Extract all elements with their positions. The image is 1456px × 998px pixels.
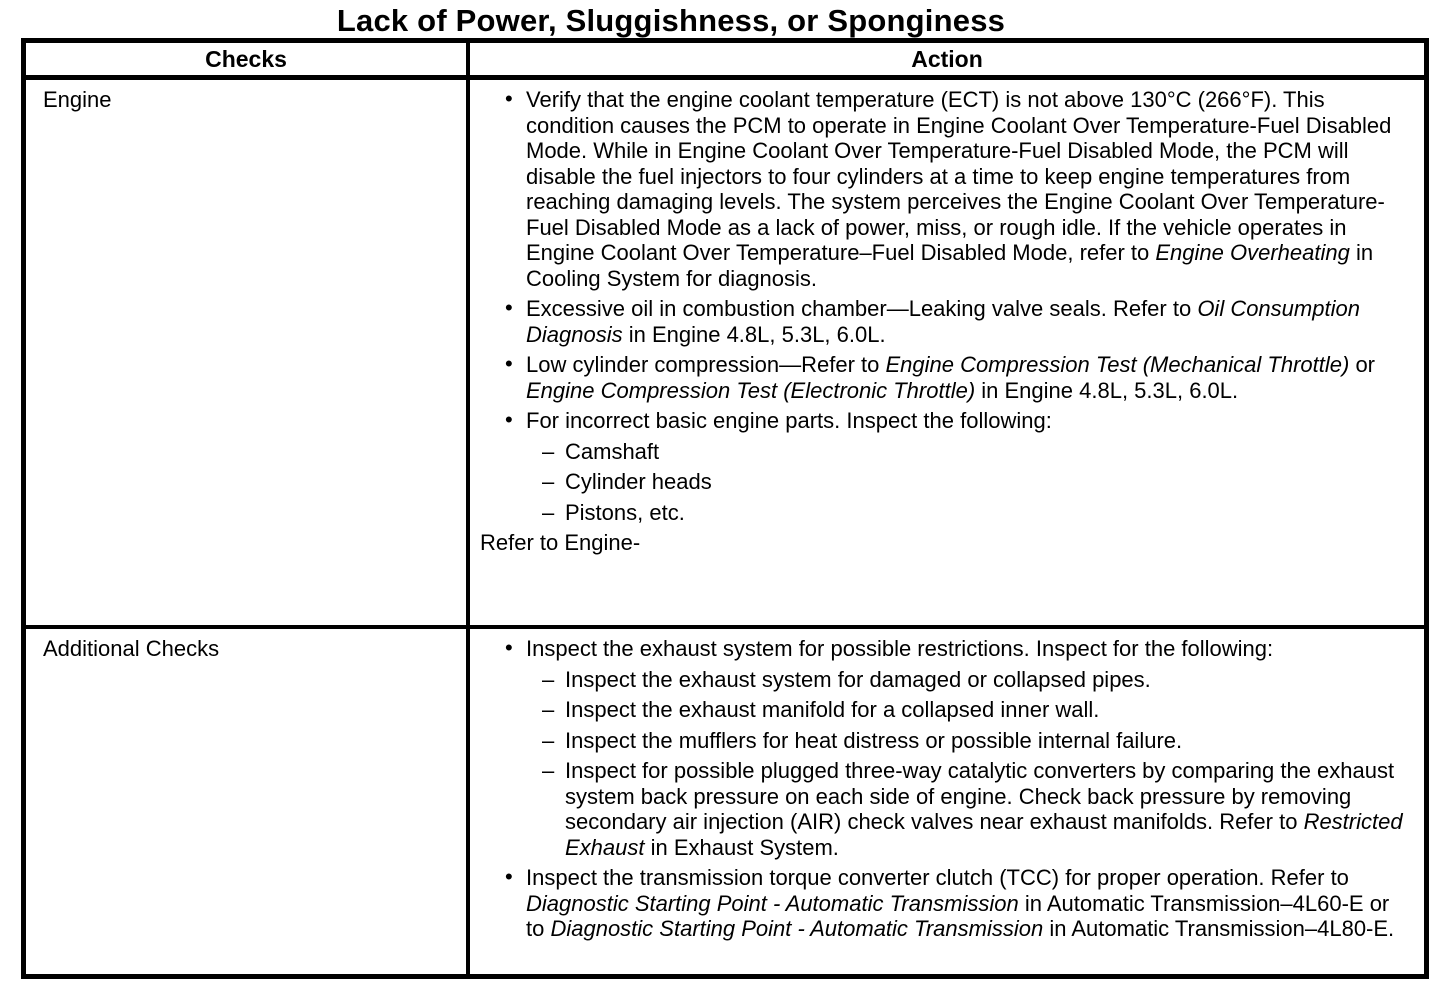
body-text: Inspect for possible plugged three-way catalytic converters by comparing the exhaust system back pressure on each side of engine. Check back pressure by removing secondary air injection (AIR) check valves near exhaust manifolds. Refer to bbox=[565, 758, 1395, 834]
action-subitem bbox=[470, 697, 1408, 723]
action-item bbox=[470, 352, 1408, 403]
italic-reference-text: Oil Consumption Diagnosis bbox=[526, 296, 1360, 347]
body-text: Inspect the transmission torque converter clutch (TCC) for proper operation. Refer to bbox=[526, 865, 1349, 890]
dash-icon: – bbox=[542, 438, 555, 464]
bullet-icon: • bbox=[505, 864, 513, 889]
action-subitem bbox=[470, 728, 1408, 754]
body-text: in Engine 4.8L, 5.3L, 6.0L. bbox=[975, 377, 1239, 403]
bullet-icon: • bbox=[505, 351, 513, 376]
body-text: Inspect the mufflers for heat distress or possible internal failure. bbox=[565, 727, 1183, 753]
body-text: in Exhaust System. bbox=[644, 834, 839, 860]
action-subitem bbox=[470, 500, 1408, 526]
dash-icon: – bbox=[542, 758, 555, 783]
body-text: Inspect the exhaust manifold for a collapsed inner wall. bbox=[565, 697, 1100, 722]
body-text: Inspect the exhaust system for possible restrictions. Inspect for the following: bbox=[526, 636, 1274, 661]
action-item bbox=[470, 87, 1408, 291]
action-cell bbox=[466, 629, 1424, 974]
dash-icon: – bbox=[542, 697, 555, 722]
table-row bbox=[26, 629, 1424, 974]
body-text: or bbox=[1349, 352, 1376, 377]
bullet-icon: • bbox=[505, 86, 513, 111]
action-column-header: Action bbox=[466, 43, 1424, 75]
italic-reference-text: Restricted Exhaust bbox=[565, 809, 1403, 860]
body-text: Excessive oil in combustion chamber—Leaking valve seals. Refer to bbox=[526, 296, 1198, 321]
action-subitem bbox=[470, 439, 1408, 465]
body-text: Pistons, etc. bbox=[565, 499, 685, 525]
bullet-icon: • bbox=[505, 635, 513, 660]
italic-reference-text: Diagnostic Starting Point - Automatic Transmission bbox=[526, 890, 1019, 916]
table-row bbox=[26, 80, 1424, 629]
check-cell: Engine bbox=[43, 87, 112, 112]
action-subitem bbox=[470, 667, 1408, 693]
body-text: in Automatic Transmission–4L80-E. bbox=[1043, 916, 1395, 941]
dash-icon: – bbox=[542, 499, 555, 525]
action-subitem bbox=[470, 758, 1408, 860]
dash-icon: – bbox=[542, 727, 555, 753]
body-text: Low cylinder compression—Refer to bbox=[526, 352, 886, 377]
body-text: in Cooling System for diagnosis. bbox=[526, 240, 1374, 291]
page-title: Lack of Power, Sluggishness, or Sponginess bbox=[336, 3, 1006, 38]
italic-reference-text: Engine Compression Test (Mechanical Throttle) bbox=[885, 352, 1350, 377]
check-cell: Additional Checks bbox=[43, 636, 220, 661]
dash-icon: – bbox=[542, 469, 555, 494]
italic-reference-text: Diagnostic Starting Point - Automatic Transmission bbox=[550, 916, 1044, 941]
body-text: Inspect the exhaust system for damaged or collapsed pipes. bbox=[565, 666, 1151, 692]
body-text: in Engine 4.8L, 5.3L, 6.0L. bbox=[622, 321, 886, 347]
body-text: For incorrect basic engine parts. Inspect the following: bbox=[526, 408, 1052, 433]
dash-icon: – bbox=[542, 666, 555, 692]
body-text: Verify that the engine coolant temperature (ECT) is not above 130°C (266°F). This condition causes the PCM to operate in Engine Coolant Over Temperature-Fuel Disabled Mode. While in Engine Coolant Over Temperature-Fuel Disabled Mode, the PCM will disable the fuel injectors to four cylinders at a time to keep engine temperatures from reaching damaging levels. The system perceives the Engine Coolant Over Temperature-Fuel Disabled Mode as a lack of power, miss, or rough idle. If the vehicle operates in Engine Coolant Over Temperature–Fuel Disabled Mode, refer to bbox=[526, 87, 1392, 265]
bullet-icon: • bbox=[505, 407, 513, 432]
body-text: in Automatic Transmission–4L60-E or to bbox=[526, 890, 1390, 941]
bullet-icon: • bbox=[505, 295, 513, 320]
action-item bbox=[470, 296, 1408, 347]
action-item bbox=[470, 530, 1408, 556]
body-text: Cylinder heads bbox=[565, 469, 712, 494]
checks-column-header: Checks bbox=[205, 45, 287, 72]
action-subitem bbox=[470, 469, 1408, 495]
action-item bbox=[470, 636, 1408, 662]
action-item bbox=[470, 865, 1408, 942]
table-header-row bbox=[26, 43, 1424, 80]
italic-reference-text: Engine Compression Test (Electronic Throttle) bbox=[526, 377, 976, 403]
action-cell bbox=[466, 80, 1424, 625]
diagnostic-table bbox=[21, 38, 1429, 979]
action-item bbox=[470, 408, 1408, 434]
body-text: Camshaft bbox=[565, 438, 660, 464]
body-text: Refer to Engine- bbox=[480, 530, 641, 555]
italic-reference-text: Engine Overheating bbox=[1155, 240, 1350, 265]
